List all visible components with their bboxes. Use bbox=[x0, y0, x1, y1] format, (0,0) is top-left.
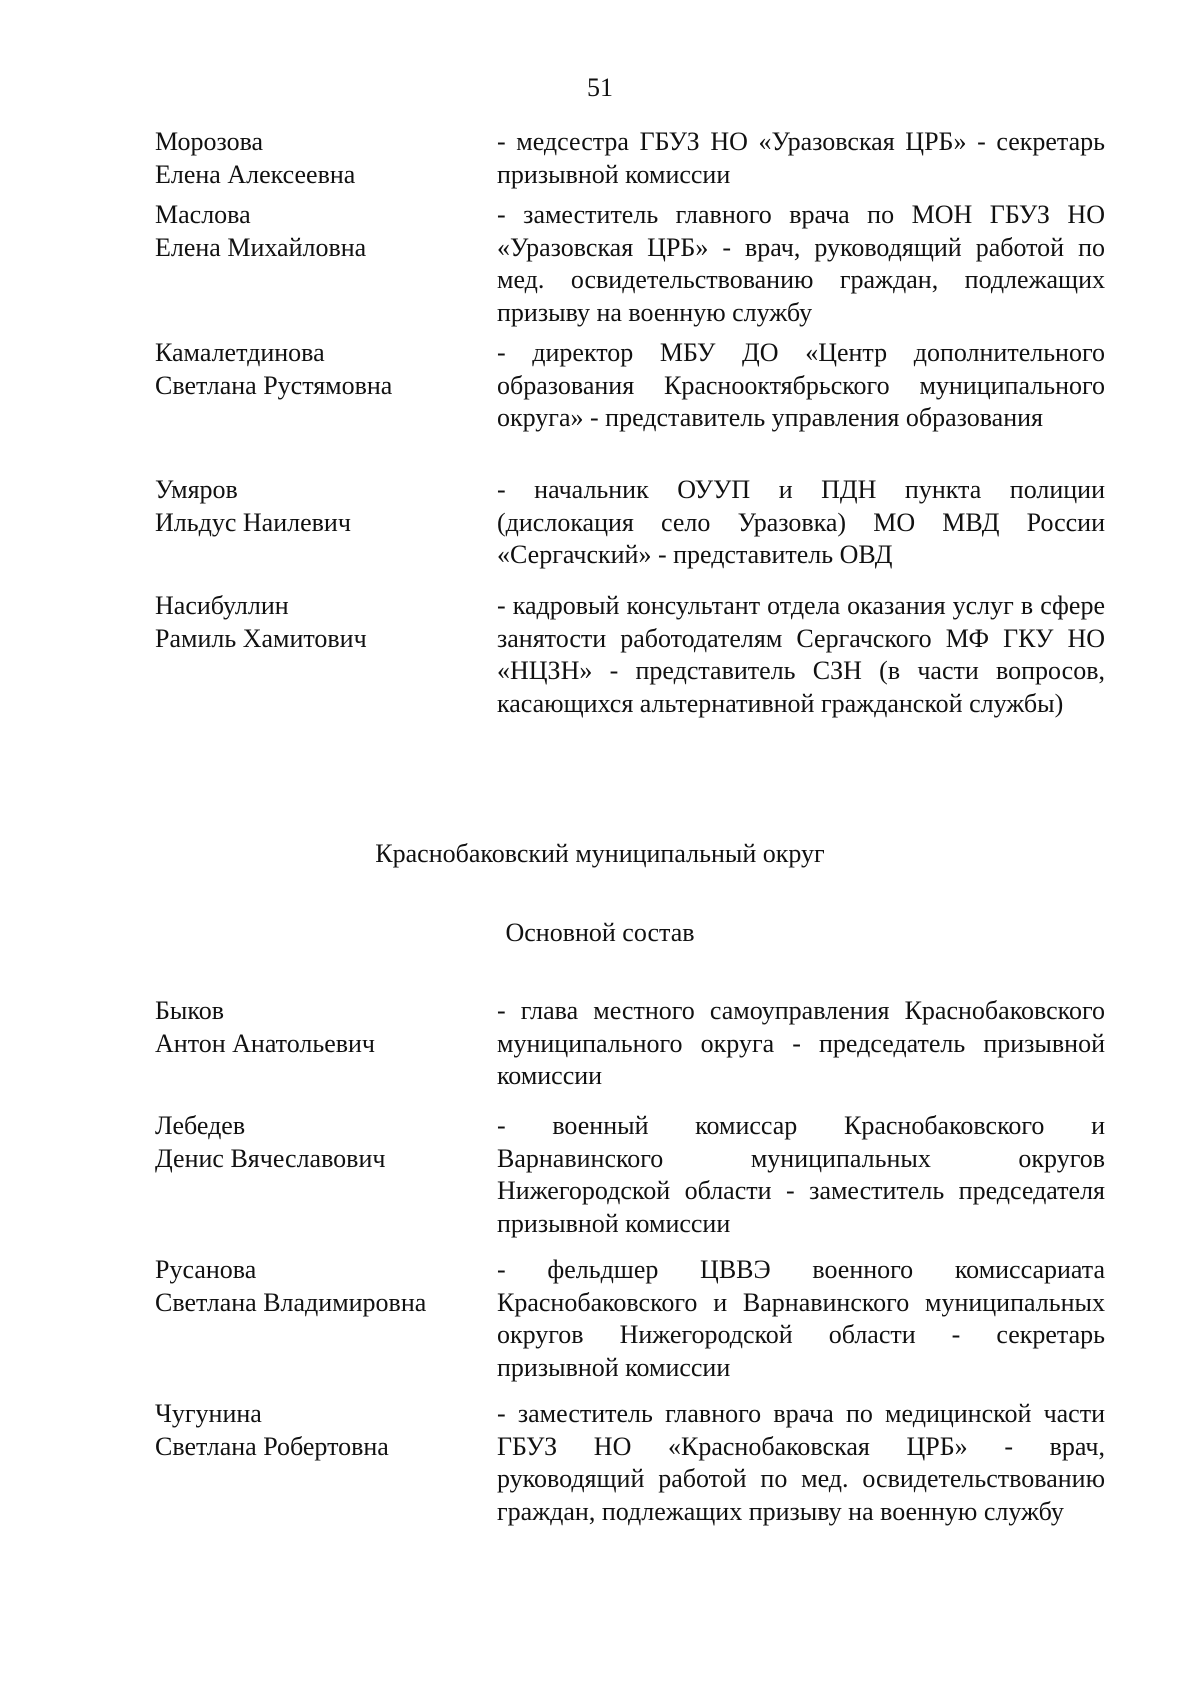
member-given-name: Елена Алексеевна bbox=[155, 159, 356, 189]
member-role: - медсестра ГБУЗ НО «Уразовская ЦРБ» - секретарь призывной комиссии bbox=[497, 127, 1105, 189]
member-name bbox=[155, 337, 475, 402]
member-surname: Лебедев bbox=[155, 1111, 246, 1140]
member-surname: Маслова bbox=[155, 200, 251, 229]
member-given-name: Светлана Владимировна bbox=[155, 1287, 427, 1317]
member-name bbox=[155, 1254, 475, 1319]
member-name bbox=[155, 590, 475, 655]
member-given-name: Антон Анатольевич bbox=[155, 1028, 375, 1058]
member-surname: Чугунина bbox=[155, 1399, 262, 1428]
member-surname: Насибуллин bbox=[155, 591, 289, 620]
member-given-name: Ильдус Наилевич bbox=[155, 507, 351, 537]
member-role: - заместитель главного врача по медицинской части ГБУЗ НО «Краснобаковская ЦРБ» - врач, руководящий работой по мед. освидетельствованию граждан, подлежащих призыву на военную службу bbox=[497, 1399, 1105, 1526]
member-given-name: Светлана Робертовна bbox=[155, 1431, 389, 1461]
member-name bbox=[155, 995, 475, 1060]
member-surname: Камалетдинова bbox=[155, 338, 325, 367]
member-surname: Умяров bbox=[155, 475, 238, 504]
member-role: - кадровый консультант отдела оказания услуг в сфере занятости работодателям Сергачского МФ ГКУ НО «НЦЗН» - представитель СЗН (в части вопросов, касающихся альтернативной гражданской службы) bbox=[497, 591, 1105, 718]
member-role: - начальник ОУУП и ПДН пункта полиции (дислокация село Уразовка) МО МВД России «Сергачский» - представитель ОВД bbox=[497, 475, 1105, 569]
member-given-name: Светлана Рустямовна bbox=[155, 370, 393, 400]
member-surname: Быков bbox=[155, 996, 224, 1025]
member-name bbox=[155, 199, 475, 264]
member-name bbox=[155, 1110, 475, 1175]
district-heading: Краснобаковский муниципальный округ bbox=[375, 839, 825, 868]
member-name bbox=[155, 474, 475, 539]
member-role: - заместитель главного врача по МОН ГБУЗ НО «Уразовская ЦРБ» - врач, руководящий работой по мед. освидетельствованию граждан, подлежащих призыву на военную службу bbox=[497, 200, 1105, 327]
member-given-name: Денис Вячеславович bbox=[155, 1143, 386, 1173]
member-given-name: Елена Михайловна bbox=[155, 232, 367, 262]
member-surname: Морозова bbox=[155, 127, 264, 156]
member-surname: Русанова bbox=[155, 1255, 257, 1284]
member-role: - директор МБУ ДО «Центр дополнительного образования Краснооктябрьского муниципального округа» - представитель управления образования bbox=[497, 338, 1105, 432]
member-role: - военный комиссар Краснобаковского и Варнавинского муниципальных округов Нижегородской области - заместитель председателя призывной комиссии bbox=[497, 1111, 1105, 1238]
member-name bbox=[155, 1398, 475, 1463]
member-given-name: Рамиль Хамитович bbox=[155, 623, 367, 653]
member-role: - глава местного самоуправления Краснобаковского муниципального округа - председатель призывной комиссии bbox=[497, 996, 1105, 1090]
member-name bbox=[155, 126, 475, 191]
section-heading: Основной состав bbox=[505, 918, 695, 947]
page-number: 51 bbox=[587, 73, 613, 102]
member-role: - фельдшер ЦВВЭ военного комиссариата Краснобаковского и Варнавинского муниципальных округов Нижегородской области - секретарь призывной комиссии bbox=[497, 1255, 1105, 1382]
